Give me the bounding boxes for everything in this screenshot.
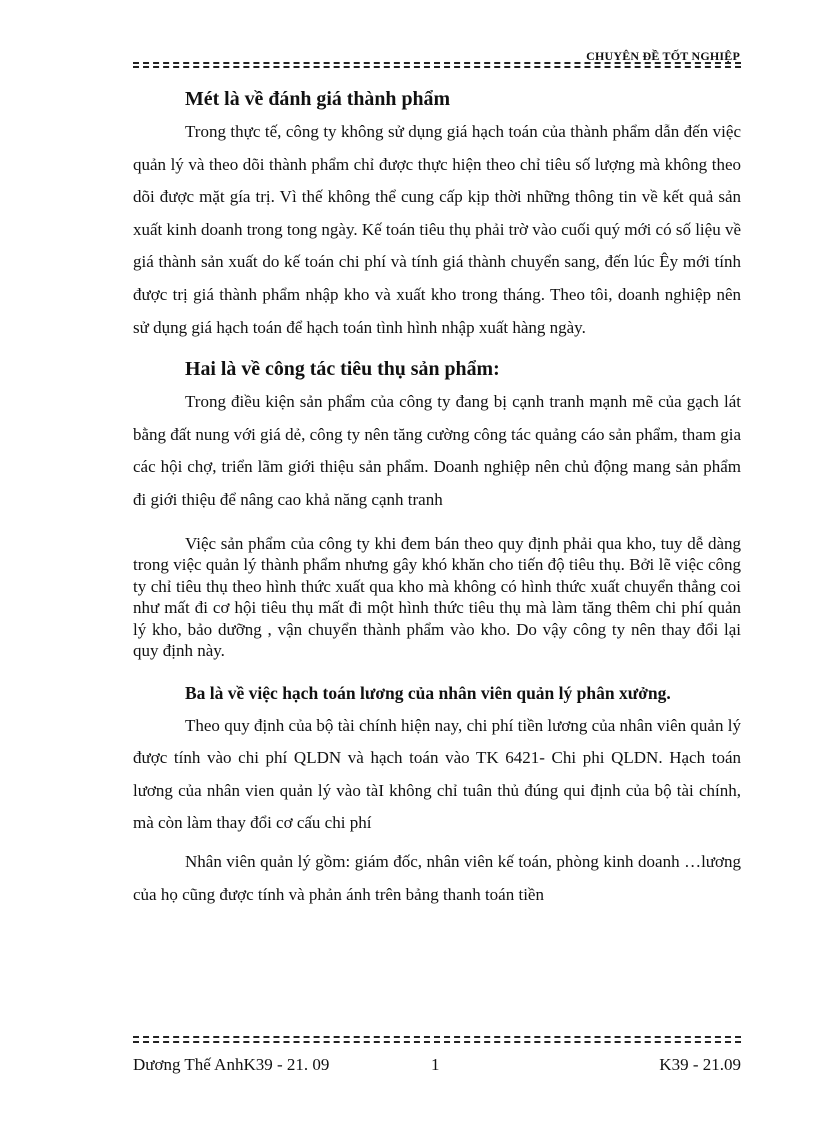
header-divider: [133, 62, 741, 64]
section-1-paragraph-1: Trong thực tế, công ty không sử dụng giá hạch toán của thành phẩm dẫn đến việc quản lý và theo dõi thành phẩm chỉ được thực hiện theo chỉ tiêu số lượng mà không theo dõi được mặt gía trị. Vì thế không thể cung cấp kịp thời những thông tin về kết quả sản xuất kinh doanh trong tong ngày. Kế toán tiêu thụ phải trờ vào cuối quý mới có số liệu về giá thành sản xuất do kế toán chi phí và tính giá thành chuyển sang, đến lúc Êy mới tính được trị giá thành phẩm nhập kho và xuất kho trong tháng. Theo tôi, doanh nghiệp nên sử dụng giá hạch toán để hạch toán tình hình nhập xuất hàng ngày.: [133, 122, 741, 337]
section-heading-2: Hai là về công tác tiêu thụ sản phẩm:: [185, 358, 500, 381]
section-2-paragraph-1: Trong điều kiện sản phẩm của công ty đang bị cạnh tranh mạnh mẽ của gạch lát bằng đất nung với giá dẻ, công ty nên tăng cường công tác quảng cáo sản phẩm, tham gia các hội chợ, triển lãm giới thiệu sản phẩm. Doanh nghiệp nên chủ động mang sản phẩm đi giới thiệu để nâng cao khả năng cạnh tranh: [133, 392, 741, 509]
page-number: 1: [431, 1055, 440, 1074]
page-header-title: CHUYÊN ĐỀ TỐT NGHIỆP: [586, 49, 740, 63]
footer-author: Dương Thế AnhK39 - 21. 09: [133, 1055, 330, 1074]
section-3-paragraph-2: Nhân viên quản lý gồm: giám đốc, nhân viên kế toán, phòng kinh doanh …lương của họ cũng được tính và phản ánh trên bảng thanh toán tiền: [133, 851, 741, 904]
page-footer: [133, 1055, 741, 1077]
section-heading-1: Mét là về đánh giá thành phẩm: [185, 88, 451, 110]
header-divider-secondary: [133, 66, 741, 68]
section-2-paragraph-2: Việc sản phẩm của công ty khi đem bán theo quy định phải qua kho, tuy dễ dàng trong việc quản lý thành phẩm nhưng gây khó khăn cho tiến độ tiêu thụ. Bởi lẽ việc công ty chỉ tiêu thụ theo hình thức xuất qua kho mà không có hình thức xuất chuyển thẳng coi như mất đi cơ hội tiêu thụ mất đi một hình thức tiêu thụ mà làm tăng thêm chi phí quản lý kho, bảo dưỡng , vận chuyển thành phẩm vào kho. Do vậy công ty nên thay đổi lại quy định này.: [133, 533, 741, 661]
document-body: [133, 78, 741, 911]
footer-divider: [133, 1036, 741, 1038]
footer-divider-secondary: [133, 1041, 741, 1043]
footer-class-code: K39 - 21.09: [659, 1055, 741, 1074]
section-3-paragraph-1: Theo quy định của bộ tài chính hiện nay, chi phí tiền lương của nhân viên quản lý được tính vào chi phí QLDN và hạch toán vào TK 6421- Chi phi QLDN. Hạch toán lương của nhân vien quản lý vào tàI không chỉ tuân thủ đúng qui định của bộ tài chính, mà còn làm thay đổi cơ cấu chi phí: [133, 715, 741, 833]
section-heading-3: Ba là về việc hạch toán lương của nhân viên quản lý phân xưởng.: [185, 682, 671, 703]
